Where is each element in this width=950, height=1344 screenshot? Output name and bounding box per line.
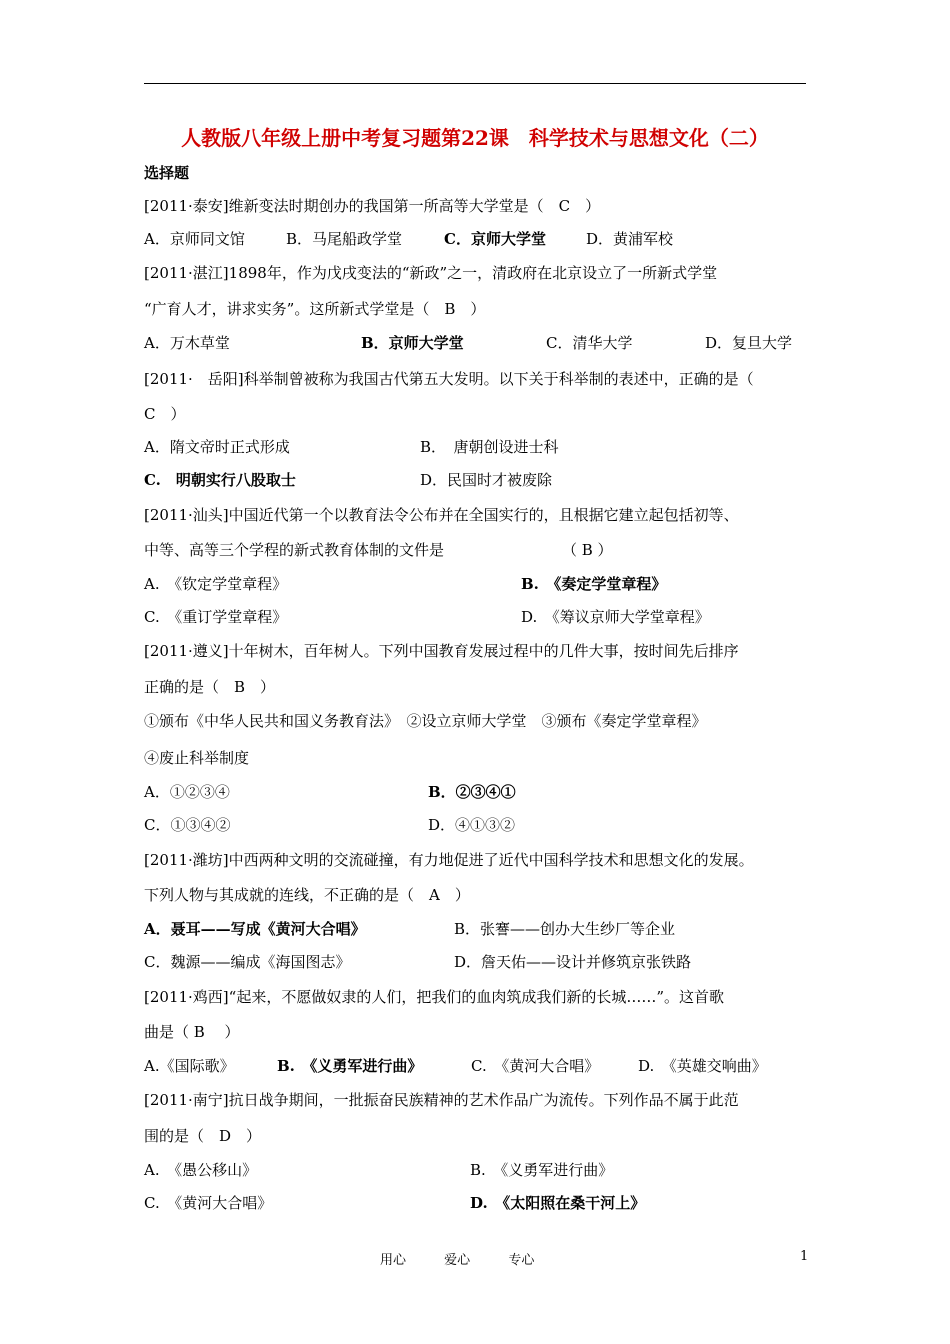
q8-option-a: A. 《愚公移山》 bbox=[144, 1161, 258, 1179]
q3-option-d: D．民国时才被废除 bbox=[420, 471, 553, 489]
q5-option-c: C．①③④② bbox=[144, 816, 231, 834]
q7-option-c: C. 《黄河大合唱》 bbox=[471, 1057, 600, 1075]
footer-word-3: 专心 bbox=[508, 1253, 535, 1268]
header-rule bbox=[144, 83, 806, 84]
q3-stem-1: [2011· 岳阳]科举制曾被称为我国古代第五大发明。以下关于科举制的表述中，正确的是（ bbox=[144, 370, 754, 388]
q5-items-1: ①颁布《中华人民共和国义务教育法》 ②设立京师大学堂 ③颁布《奏定学堂章程》 bbox=[144, 712, 707, 730]
q1-stem: [2011·泰安]维新变法时期创办的我国第一所高等大学堂是（ C ） bbox=[144, 197, 601, 215]
footer-word-2: 爱心 bbox=[444, 1253, 471, 1268]
q2-option-d: D．复旦大学 bbox=[705, 334, 793, 352]
page-title: 人教版八年级上册中考复习题第22课 科学技术与思想文化（二） bbox=[181, 126, 769, 150]
q4-answer: （ B ） bbox=[562, 541, 613, 559]
q1-option-a: A．京师同文馆 bbox=[144, 230, 245, 248]
q2-option-c: C．清华大学 bbox=[546, 334, 633, 352]
q2-stem-1: [2011·湛江]1898年，作为戊戌变法的“新政”之一，清政府在北京设立了一所新式学堂 bbox=[144, 264, 718, 282]
q7-option-b: B. 《义勇军进行曲》 bbox=[277, 1057, 423, 1075]
q4-option-c: C. 《重订学堂章程》 bbox=[144, 608, 288, 626]
q1-option-c: C．京师大学堂 bbox=[444, 230, 546, 248]
q6-option-d: D．詹天佑——设计并修筑京张铁路 bbox=[454, 953, 692, 971]
q7-stem-1: [2011·鸡西]“起来，不愿做奴隶的人们，把我们的血肉筑成我们新的长城……”。这首歌 bbox=[144, 988, 724, 1006]
q7-option-a: A.《国际歌》 bbox=[144, 1057, 235, 1075]
q7-option-d: D. 《英雄交响曲》 bbox=[638, 1057, 767, 1075]
q8-option-d: D. 《太阳照在桑干河上》 bbox=[470, 1194, 646, 1212]
q4-option-b: B. 《奏定学堂章程》 bbox=[521, 575, 667, 593]
q5-items-2: ④废止科举制度 bbox=[144, 749, 250, 767]
q4-stem-2: 中等、高等三个学程的新式教育体制的文件是 bbox=[144, 541, 445, 559]
q4-option-a: A. 《钦定学堂章程》 bbox=[144, 575, 288, 593]
q6-stem-1: [2011·潍坊]中西两种文明的交流碰撞，有力地促进了近代中国科学技术和思想文化的发展。 bbox=[144, 851, 754, 869]
q2-option-a: A．万木草堂 bbox=[144, 334, 230, 352]
q3-option-a: A．隋文帝时正式形成 bbox=[144, 438, 290, 456]
q4-stem-1: [2011·汕头]中国近代第一个以教育法令公布并在全国实行的，且根据它建立起包括初等、 bbox=[144, 506, 739, 524]
q5-stem-1: [2011·遵义]十年树木，百年树人。下列中国教育发展过程中的几件大事，按时间先后排序 bbox=[144, 642, 739, 660]
q8-option-b: B. 《义勇军进行曲》 bbox=[470, 1161, 614, 1179]
footer-word-1: 用心 bbox=[380, 1253, 407, 1268]
q3-option-c: C. 明朝实行八股取士 bbox=[144, 471, 296, 489]
q8-stem-2: 围的是（ D ） bbox=[144, 1127, 262, 1145]
q5-option-d: D．④①③② bbox=[428, 816, 516, 834]
section-heading: 选择题 bbox=[144, 164, 190, 182]
q1-option-d: D．黄浦军校 bbox=[586, 230, 674, 248]
q2-option-b: B．京师大学堂 bbox=[361, 334, 464, 352]
q2-stem-2: “广育人才，讲求实务”。这所新式学堂是（ B ） bbox=[144, 300, 486, 318]
q5-stem-2: 正确的是（ B ） bbox=[144, 678, 276, 696]
page-number: 1 bbox=[800, 1249, 809, 1264]
page-footer bbox=[380, 1249, 568, 1268]
q6-option-a: A．聂耳——写成《黄河大合唱》 bbox=[144, 920, 366, 938]
q5-option-a: A．①②③④ bbox=[144, 783, 230, 801]
q6-option-c: C．魏源——编成《海国图志》 bbox=[144, 953, 351, 971]
q6-stem-2: 下列人物与其成就的连线，不正确的是（ A ） bbox=[144, 886, 470, 904]
q1-option-b: B．马尾船政学堂 bbox=[286, 230, 403, 248]
q8-stem-1: [2011·南宁]抗日战争期间，一批振奋民族精神的艺术作品广为流传。下列作品不属于此范 bbox=[144, 1091, 739, 1109]
q7-stem-2: 曲是（ B ） bbox=[144, 1023, 240, 1041]
q3-stem-2: C ） bbox=[144, 405, 186, 423]
q3-option-b: B． 唐朝创设进士科 bbox=[420, 438, 559, 456]
q8-option-c: C. 《黄河大合唱》 bbox=[144, 1194, 273, 1212]
q6-option-b: B．张謇——创办大生纱厂等企业 bbox=[454, 920, 676, 938]
q5-option-b: B．②③④① bbox=[428, 783, 516, 801]
q4-option-d: D. 《筹议京师大学堂章程》 bbox=[521, 608, 710, 626]
